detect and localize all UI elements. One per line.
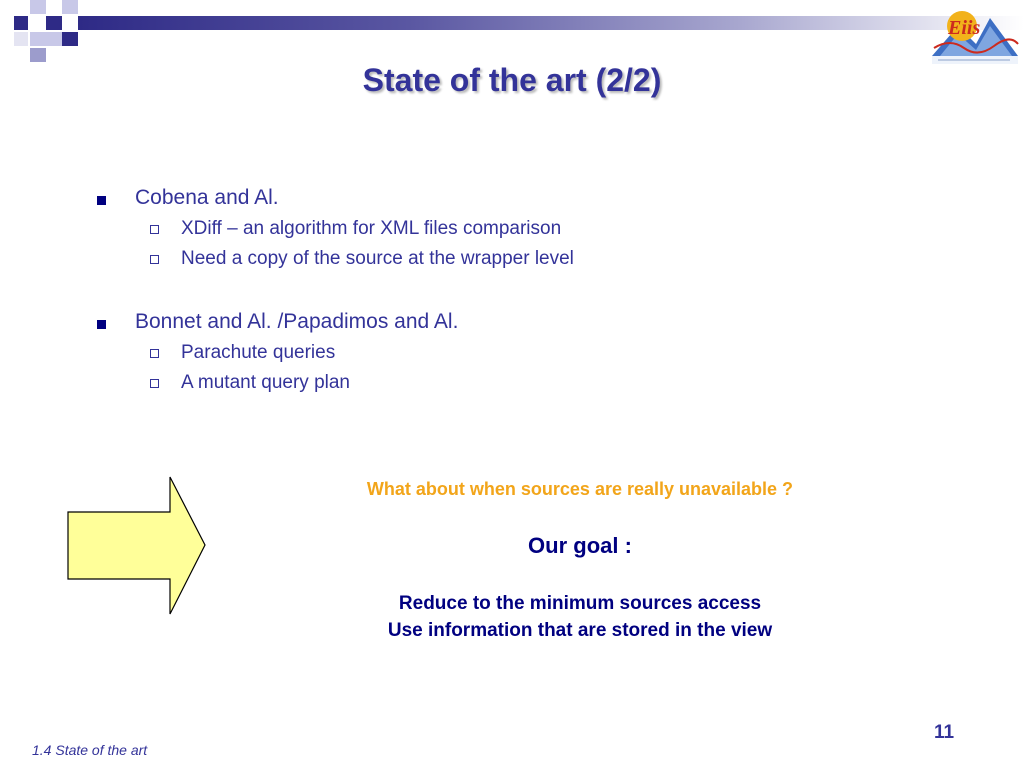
sub-bullet-source-copy: Need a copy of the source at the wrapper level	[181, 248, 574, 269]
deco-square-1	[14, 16, 28, 30]
deco-square-8	[46, 16, 62, 30]
eiis-logo-icon	[930, 4, 1020, 66]
footer-section-label: 1.4 State of the art	[32, 742, 148, 758]
sub-bullet-mutant: A mutant query plan	[181, 372, 350, 393]
sub-bullet-xdiff: XDiff – an algorithm for XML files comparison	[181, 218, 562, 239]
deco-square-4	[30, 32, 46, 46]
sub-bullet-square-icon	[150, 255, 159, 264]
callout-goal-line-2: Use information that are stored in the view	[387, 620, 773, 641]
right-arrow-icon	[66, 475, 208, 617]
header-gradient-bar	[78, 16, 1024, 30]
bullet-square-icon	[97, 320, 106, 329]
sub-bullet-parachute: Parachute queries	[181, 342, 336, 363]
svg-text:Eiis: Eiis	[948, 17, 981, 39]
deco-square-5	[46, 32, 62, 46]
slide-title: State of the art (2/2)	[362, 62, 662, 98]
deco-square-6	[14, 32, 28, 46]
callout-question: What about when sources are really unavailable ?	[366, 479, 794, 499]
deco-square-7	[30, 48, 46, 62]
bullet-bonnet: Bonnet and Al. /Papadimos and Al.	[135, 310, 459, 333]
sub-bullet-square-icon	[150, 349, 159, 358]
callout-goal-heading: Our goal :	[528, 533, 632, 558]
sub-bullet-square-icon	[150, 225, 159, 234]
page-number: 11	[934, 722, 955, 743]
sub-bullet-square-icon	[150, 379, 159, 388]
bullet-cobena: Cobena and Al.	[135, 186, 279, 209]
callout-goal-line-1: Reduce to the minimum sources access	[398, 593, 762, 614]
deco-square-3	[62, 0, 78, 14]
bullet-square-icon	[97, 196, 106, 205]
deco-square-9	[62, 32, 78, 46]
deco-square-2	[30, 0, 46, 14]
